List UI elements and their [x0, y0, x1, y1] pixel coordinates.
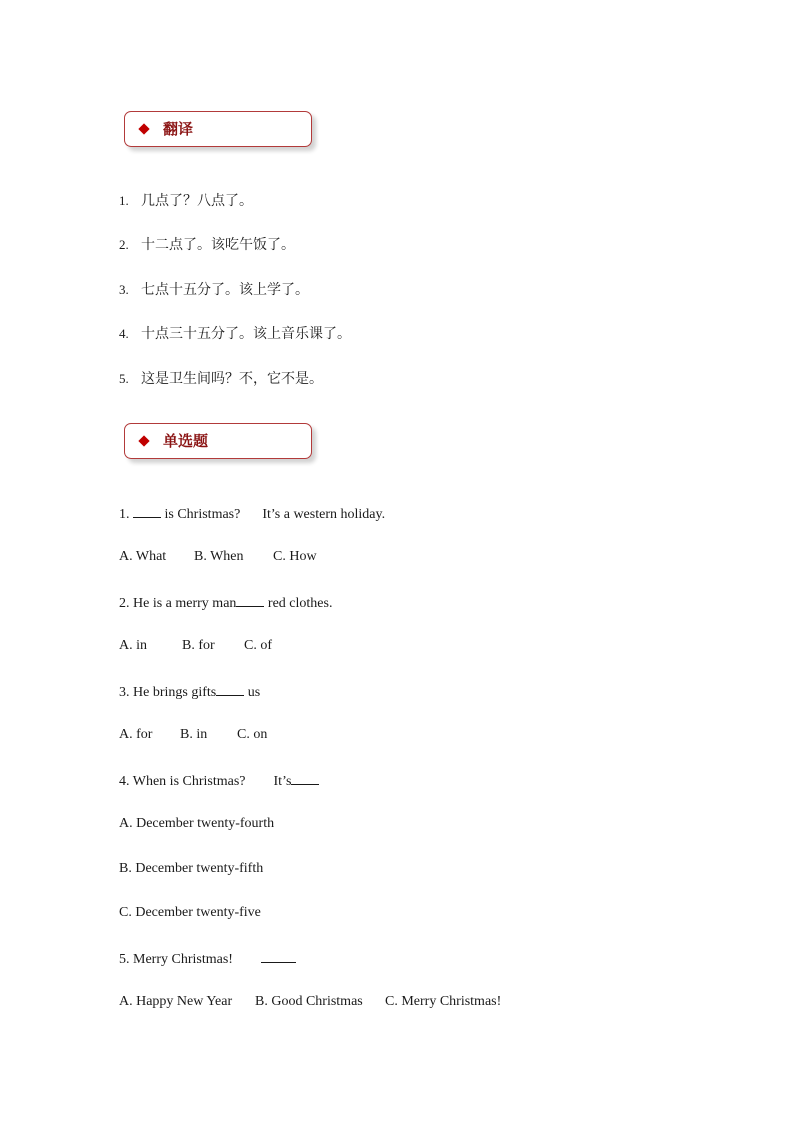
- item-text: 七点十五分了。该上学了。: [141, 282, 309, 298]
- option-4c: C. December twenty-five: [119, 905, 261, 920]
- translate-item-3: [119, 282, 309, 298]
- option-4a: A. December twenty-fourth: [119, 816, 275, 831]
- section-header-choice: [124, 423, 312, 459]
- answer-text: It’s: [273, 774, 292, 789]
- question-2: [119, 594, 332, 612]
- question-3: [119, 683, 260, 701]
- question-text: 1.: [119, 507, 133, 522]
- answer-blank: [133, 505, 161, 518]
- item-text: 十二点了。该吃午饭了。: [141, 237, 295, 253]
- option-a: A. in: [119, 638, 147, 653]
- option-b: B. in: [180, 727, 208, 742]
- question-1: [119, 505, 385, 523]
- item-number: 1.: [119, 193, 129, 208]
- question-text: 5. Merry Christmas!: [119, 952, 233, 967]
- question-text: 2. He is a merry man: [119, 596, 237, 611]
- answer-blank: [291, 772, 319, 785]
- option-a: A. for: [119, 727, 153, 742]
- answer-blank: [261, 950, 296, 963]
- option-a: A. What: [119, 549, 167, 564]
- answer-text: It’s a western holiday.: [262, 507, 386, 522]
- item-text: 这是卫生间吗？不，它不是。: [141, 371, 323, 387]
- answer-blank: [236, 594, 264, 607]
- option-c: C. on: [237, 727, 268, 742]
- item-number: 2.: [119, 237, 129, 252]
- translate-item-4: [119, 326, 351, 342]
- question-text: 4. When is Christmas?: [119, 774, 246, 789]
- option-c: C. Merry Christmas!: [385, 994, 502, 1009]
- option-b: B. for: [182, 638, 215, 653]
- translate-item-5: [119, 371, 323, 387]
- item-number: 5.: [119, 371, 129, 386]
- question-text: is Christmas?: [161, 507, 241, 522]
- option-a: A. Happy New Year: [119, 994, 233, 1009]
- diamond-bullet-icon: [138, 123, 149, 134]
- question-text: red clothes.: [264, 596, 333, 611]
- options-2: [119, 638, 272, 654]
- item-number: 4.: [119, 326, 129, 341]
- options-5: [119, 994, 501, 1010]
- question-text: us: [244, 685, 261, 700]
- option-b: B. Good Christmas: [255, 994, 363, 1009]
- option-4b: B. December twenty-fifth: [119, 861, 264, 876]
- translate-item-1: [119, 193, 253, 209]
- option-c: C. How: [273, 549, 317, 564]
- option-b: B. When: [194, 549, 244, 564]
- section-title: 翻译: [163, 120, 194, 138]
- section-title: 单选题: [163, 432, 209, 450]
- options-1: [119, 549, 317, 565]
- question-4: [119, 772, 319, 790]
- item-number: 3.: [119, 282, 129, 297]
- question-5: [119, 950, 296, 968]
- translate-item-2: [119, 237, 295, 253]
- item-text: 十点三十五分了。该上音乐课了。: [141, 326, 351, 342]
- options-3: [119, 727, 267, 743]
- question-text: 3. He brings gifts: [119, 685, 217, 700]
- option-c: C. of: [244, 638, 272, 653]
- section-header-translate: [124, 111, 312, 147]
- item-text: 几点了？八点了。: [141, 193, 253, 209]
- answer-blank: [216, 683, 244, 696]
- diamond-bullet-icon: [138, 435, 149, 446]
